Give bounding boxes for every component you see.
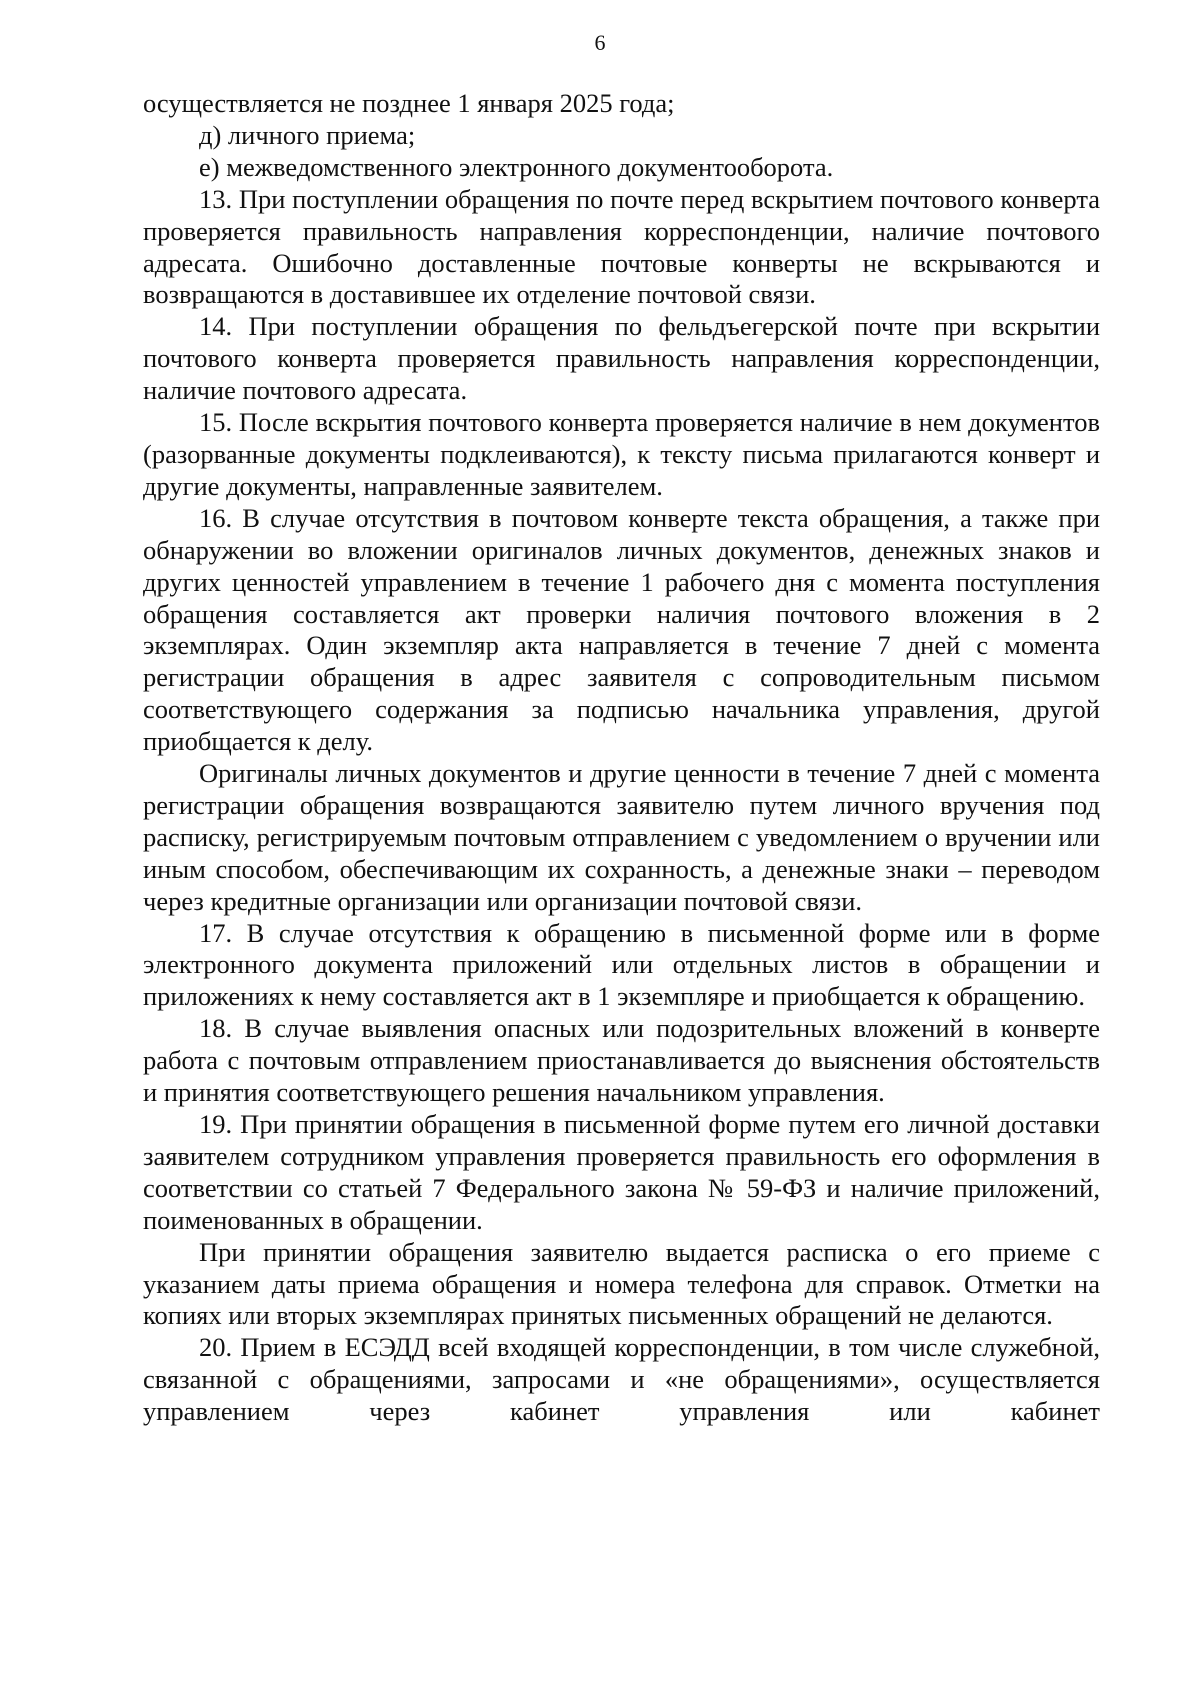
paragraph-18: 18. В случае выявления опасных или подозрительных вложений в конверте работа с почтовым отправлением приостанавливается до выяснения обстоятельств и принятия соответствующего решения начальником управления. (143, 1013, 1100, 1108)
paragraph-17: 17. В случае отсутствия к обращению в письменной форме или в форме электронного документа приложений или отдельных листов в обращении и приложениях к нему составляется акт в 1 экземпляре и приобщается к обращению. (143, 917, 1100, 1012)
document-body (143, 88, 1100, 1428)
paragraph-13: 13. При поступлении обращения по почте перед вскрытием почтового конверта проверяется правильность направления корреспонденции, наличие почтового адресата. Ошибочно доставленные почтовые конверты не вскрываются и возвращаются в доставившее их отделение почтовой связи. (143, 183, 1100, 310)
paragraph-16: 16. В случае отсутствия в почтовом конверте текста обращения, а также при обнаружении во вложении оригиналов личных документов, денежных знаков и других ценностей управлением в течение 1 рабочего дня с момента поступления обращения составляется акт проверки наличия почтового вложения в 2 экземплярах. Один экземпляр акта направляется в течение 7 дней с момента регистрации обращения в адрес заявителя с сопроводительным письмом соответствующего содержания за подписью начальника управления, другой приобщается к делу. (143, 502, 1100, 757)
paragraph-15: 15. После вскрытия почтового конверта проверяется наличие в нем документов (разорванные документы подклеиваются), к тексту письма прилагаются конверт и другие документы, направленные заявителем. (143, 407, 1100, 501)
paragraph-14: 14. При поступлении обращения по фельдъегерской почте при вскрытии почтового конверта проверяется правильность направления корреспонденции, наличие почтового адресата. (143, 311, 1100, 406)
page-number: 6 (594, 30, 606, 55)
paragraph-continuation: осуществляется не позднее 1 января 2025 года; (143, 88, 675, 118)
paragraph-19: 19. При принятии обращения в письменной форме путем его личной доставки заявителем сотрудником управления проверяется правильность его оформления в соответствии со статьей 7 Федерального закона № 59-ФЗ и наличие приложений, поименованных в обращении. (143, 1109, 1100, 1235)
paragraph-20: 20. Прием в ЕСЭДД всей входящей корреспонденции, в том числе служебной, связанной с обращениями, запросами и «не обращениями», осуществляется управлением через кабинет управления или кабинет (143, 1332, 1100, 1427)
paragraph-list-item-e: е) межведомственного электронного документооборота. (199, 151, 834, 182)
paragraph-19-receipt: При принятии обращения заявителю выдается расписка о его приеме с указанием даты приема обращения и номера телефона для справок. Отметки на копиях или вторых экземплярах принятых письменных обращений не делаются. (143, 1236, 1100, 1331)
paragraph-16-originals: Оригиналы личных документов и другие ценности в течение 7 дней с момента регистрации обращения возвращаются заявителю путем личного вручения под расписку, регистрируемым почтовым отправлением с уведомлением о вручении или иным способом, обеспечивающим их сохранность, а денежные знаки – переводом через кредитные организации или организации почтовой связи. (143, 758, 1100, 916)
paragraph-list-item-d: д) личного приема; (199, 119, 416, 150)
